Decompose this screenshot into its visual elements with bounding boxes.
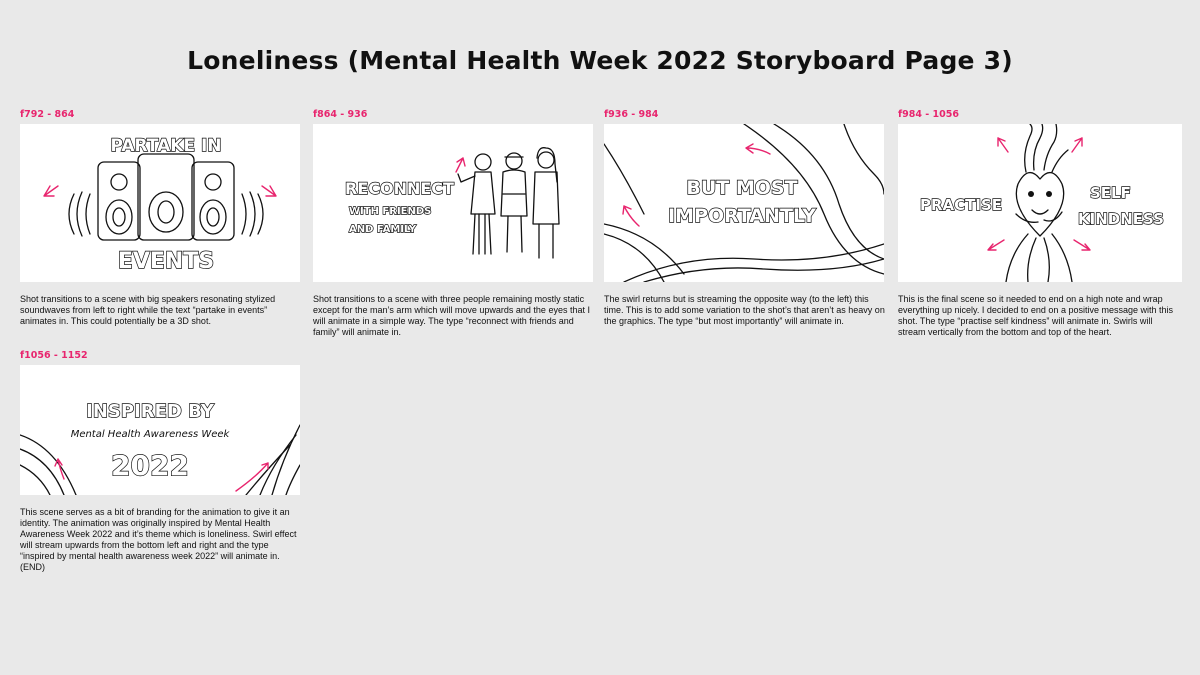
sketch-branding [20, 365, 300, 495]
storyboard-panel-2 [313, 108, 593, 338]
sketch-line-1: INSPIRED BY [86, 401, 214, 422]
storyboard-panel-3 [604, 108, 884, 327]
frame-range-label: f936 - 984 [604, 109, 659, 120]
sketch-line-2: WITH FRIENDS [349, 206, 432, 217]
sketch-line-1: PRACTISE [920, 196, 1003, 214]
page-title: Loneliness (Mental Health Week 2022 Storyboard Page 3) [187, 46, 1013, 75]
sketch-swirls [604, 124, 884, 282]
panel-description: Shot transitions to a scene with three people remaining mostly static except for the man’s arm which will move upwards and the eyes that I will animate in a simple way. The type “reconnect with friends and family” will animate in. [313, 294, 590, 337]
sketch-heart [898, 124, 1182, 282]
frame-range-label: f864 - 936 [313, 109, 368, 120]
sketch-line-2: Mental Health Awareness Week [70, 429, 230, 440]
sketch-title-bottom: EVENTS [117, 249, 215, 274]
panel-description: This is the final scene so it needed to end on a high note and wrap everything up nicely. I decided to end on a positive message with this shot. The type “practise self kindness” will animate in. Swirls will stream vertically from the bottom and top of the heart. [898, 294, 1173, 337]
sketch-three-people [313, 124, 593, 282]
sketch-line-1: BUT MOST [686, 177, 798, 199]
sketch-line-2: SELF [1090, 184, 1131, 202]
storyboard-panel-5 [20, 349, 300, 573]
frame-range-label: f984 - 1056 [898, 109, 959, 120]
sketch-line-1: RECONNECT [345, 179, 454, 198]
frame-range-label: f792 - 864 [20, 109, 75, 120]
sketch-line-3: 2022 [111, 449, 189, 482]
panel-description: This scene serves as a bit of branding for the animation to give it an identity. The animation was originally inspired by Mental Health Awareness Week 2022 and it’s theme which is loneliness. Swirl effect will stream upwards from the bottom left and right and the type “inspired by mental health awareness week 2022” will animate in. (END) [20, 507, 297, 572]
speaker-center [138, 154, 194, 240]
frame-range-label: f1056 - 1152 [20, 350, 88, 361]
sketch-title-top: PARTAKE IN [110, 136, 222, 156]
person-man [475, 154, 491, 170]
storyboard-panel-1 [20, 108, 300, 327]
sketch-speakers [20, 124, 300, 282]
panel-description: The swirl returns but is streaming the opposite way (to the left) this time. This is to add some variation to the shot’s that aren’t as heavy on the graphics. The type “but most importantly” will animate in. [604, 294, 885, 326]
sketch-line-3: AND FAMILY [349, 224, 417, 235]
sketch-line-3: KINDNESS [1078, 210, 1164, 228]
heart-icon [1016, 173, 1063, 236]
sketch-line-2: IMPORTANTLY [668, 205, 816, 227]
panel-description: Shot transitions to a scene with big speakers resonating stylized soundwaves from left to right while the text “partake in events” animates in. This could potentially be a 3D shot. [20, 294, 276, 326]
storyboard-panel-4 [898, 108, 1182, 338]
